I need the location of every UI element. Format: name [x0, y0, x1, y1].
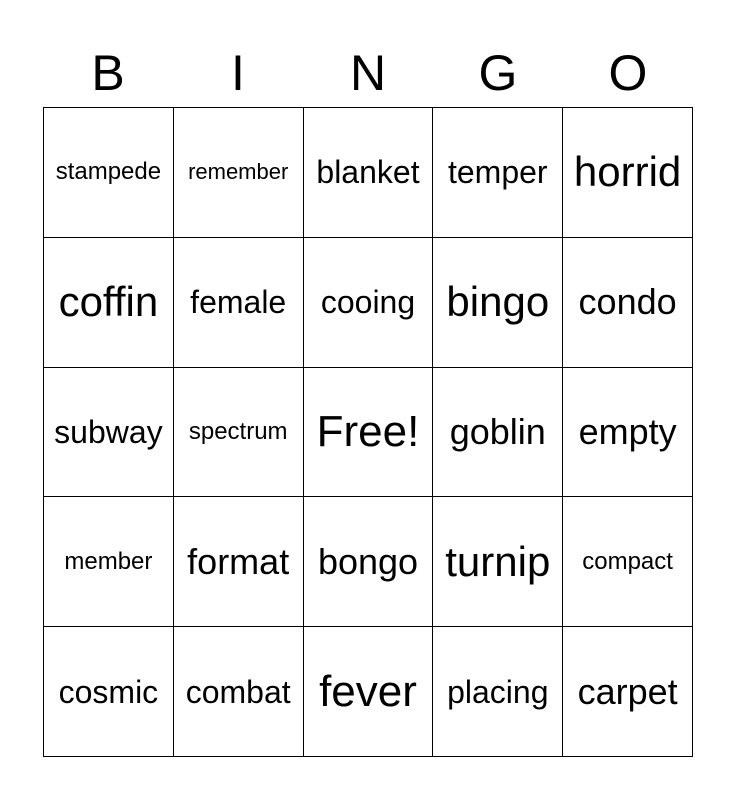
bingo-cell[interactable]: cosmic	[44, 627, 174, 757]
bingo-cell[interactable]: format	[174, 497, 304, 627]
bingo-cell[interactable]: placing	[433, 627, 563, 757]
bingo-cell[interactable]: stampede	[44, 108, 174, 238]
bingo-cell[interactable]: temper	[433, 108, 563, 238]
header-letter-o: O	[608, 45, 648, 101]
free-space-cell[interactable]: Free!	[304, 368, 434, 498]
bingo-cell[interactable]: turnip	[433, 497, 563, 627]
header-letter-g: G	[478, 45, 518, 101]
bingo-cell[interactable]: compact	[563, 497, 693, 627]
bingo-cell[interactable]: member	[44, 497, 174, 627]
header-letter-b: B	[91, 45, 125, 101]
bingo-cell[interactable]: bingo	[433, 238, 563, 368]
bingo-cell[interactable]: goblin	[433, 368, 563, 498]
bingo-cell[interactable]: empty	[563, 368, 693, 498]
bingo-cell[interactable]: cooing	[304, 238, 434, 368]
bingo-cell[interactable]: remember	[174, 108, 304, 238]
bingo-cell[interactable]: horrid	[563, 108, 693, 238]
bingo-board	[43, 107, 693, 757]
bingo-cell[interactable]: combat	[174, 627, 304, 757]
bingo-header	[43, 38, 693, 108]
bingo-cell[interactable]: spectrum	[174, 368, 304, 498]
bingo-cell[interactable]: female	[174, 238, 304, 368]
bingo-cell[interactable]: condo	[563, 238, 693, 368]
bingo-cell[interactable]: subway	[44, 368, 174, 498]
bingo-cell[interactable]: carpet	[563, 627, 693, 757]
header-letter-i: I	[231, 45, 245, 101]
bingo-cell[interactable]: blanket	[304, 108, 434, 238]
bingo-cell[interactable]: bongo	[304, 497, 434, 627]
bingo-cell[interactable]: fever	[304, 627, 434, 757]
bingo-cell[interactable]: coffin	[44, 238, 174, 368]
header-letter-n: N	[349, 45, 387, 101]
